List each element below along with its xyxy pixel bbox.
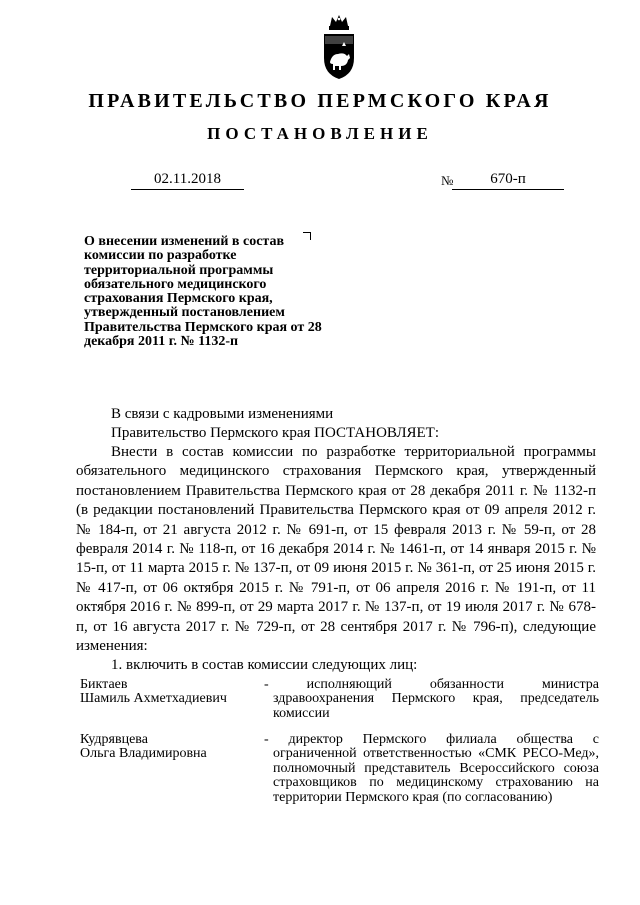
body-paragraph-reason: В связи с кадровыми изменениями (111, 406, 334, 422)
coat-of-arms-icon (321, 14, 357, 80)
body-paragraph-amendment: Внести в состав комиссии по разработке территориальной программы обязательного медицинского страхования Пермского края, утвержденный постановлением Правительства Пермского края от 28 декабря 2011 г. № 1132-п (в редакции постановлений Правительства Пермского края от 09 апреля 2012 г. № 184-п, от 21 августа 2012 г. № 691-п, от 15 февраля 2013 г. № 59-п, от 28 февраля 2014 г. № 118-п, от 16 декабря 2014 г. № 1461-п, от 14 января 2015 г. № 15-п, от 11 марта 2015 г. № 137-п, от 09 июня 2015 г. № 361-п, от 25 июня 2015 г. № 417-п, от 06 октября 2015 г. № 791-п, от 06 апреля 2016 г. № 191-п, от 11 октября 2016 г. № 899-п, от 29 марта 2017 г. № 137-п, от 19 июля 2017 г. № 678-п, от 16 августа 2017 г. № 729-п, от 28 сентября 2017 г. № 796-п), следующие изменения: (76, 444, 596, 655)
member-role: - директор Пермского филиала общества с ограниченной ответственностью «СМК РЕСО-Мед», полномочный представитель Всероссийского союза страховщиков по медицинскому страхованию на территории Пермского края (по согласованию) (264, 732, 599, 805)
document-number: 670-п (452, 171, 564, 190)
member-role: - исполняющий обязанности министра здравоохранения Пермского края, председатель комиссии (264, 677, 599, 721)
member-surname: Биктаев (80, 677, 128, 692)
document-date: 02.11.2018 (131, 171, 244, 190)
member-surname: Кудрявцева (80, 732, 148, 747)
document-type: ПОСТАНОВЛЕНИЕ (207, 124, 433, 143)
body-paragraph-item-1: 1. включить в состав комиссии следующих лиц: (111, 657, 418, 673)
document-subject: О внесении изменений в состав комиссии по разработке территориальной программы обязательного медицинского страхования Пермского края, утвержденный постановлением Правительства Пермского края от 28 декабря 2011 г. № 1132-п (84, 234, 322, 350)
member-name (80, 678, 265, 707)
body-paragraph-resolution: Правительство Пермского края ПОСТАНОВЛЯЕТ: (111, 425, 440, 441)
member-given-names: Шамиль Ахметхадиевич (80, 691, 227, 707)
member-name (80, 733, 265, 762)
number-sign: № (441, 173, 454, 188)
government-title: ПРАВИТЕЛЬСТВО ПЕРМСКОГО КРАЯ (88, 90, 552, 112)
member-given-names: Ольга Владимировна (80, 746, 207, 762)
